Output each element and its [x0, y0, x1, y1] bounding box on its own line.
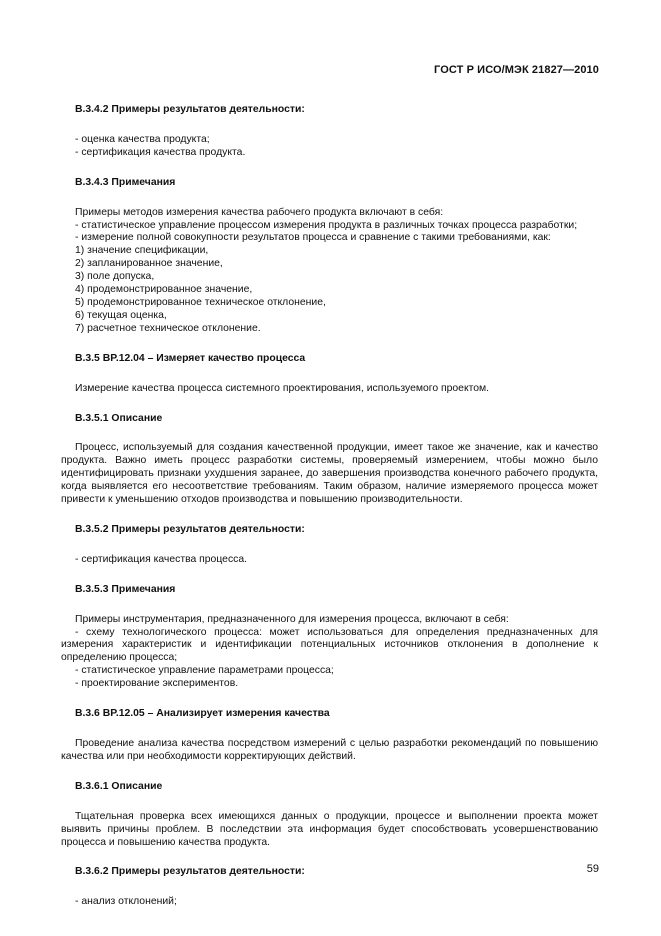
list-item: - статистическое управление процессом измерения продукта в различных точках процесса разработки;: [75, 219, 578, 231]
section-heading: B.3.6.1 Описание: [75, 780, 163, 792]
section-heading: B.3.6 BP.12.05 – Анализирует измерения качества: [75, 708, 330, 720]
list-item: - анализ отклонений;: [75, 896, 177, 908]
section-body: [61, 614, 598, 691]
section-body: [61, 207, 598, 336]
paragraph: Примеры методов измерения качества рабочего продукта включают в себя:: [75, 206, 444, 218]
list-item: - оценка качества продукта;: [75, 133, 210, 145]
section-heading: B.3.6.2 Примеры результатов деятельности:: [75, 866, 305, 878]
paragraph: Примеры инструментария, предназначенного для измерения процесса, включают в себя:: [75, 613, 509, 625]
list-item: 5) продемонстрированное техническое отклонение,: [75, 296, 326, 308]
page-content: [61, 104, 598, 926]
paragraph: Проведение анализа качества посредством измерений с целью разработки рекомендаций по повышению качества или при необходимости корректирующих действий.: [61, 738, 598, 762]
list-item: - сертификация качества процесса.: [75, 553, 248, 565]
list-item: 7) расчетное техническое отклонение.: [75, 322, 261, 334]
list-item: - измерение полной совокупности результатов процесса и сравнение с такими требованиями, как:: [75, 232, 551, 244]
section-body: [61, 134, 598, 160]
list-item: 6) текущая оценка,: [75, 309, 167, 321]
list-item: 1) значение спецификации,: [75, 245, 209, 257]
section-body: [61, 738, 598, 764]
list-item: - статистическое управление параметрами процесса;: [75, 665, 334, 677]
paragraph: Тщательная проверка всех имеющихся данных о продукции, процессе и выполнении проекта может выявить причины проблем. В последствии эта информация будет способствовать усовершенствованию процесса и повышению качества продукта.: [61, 810, 598, 848]
section-body: [61, 554, 598, 567]
list-item: - сертификация качества продукта.: [75, 146, 246, 158]
section-heading: B.3.5.3 Примечания: [75, 583, 176, 595]
document-code: ГОСТ Р ИСО/МЭК 21827—2010: [434, 64, 599, 76]
section-body: [61, 896, 598, 909]
section-heading: B.3.5 BP.12.04 – Измеряет качество процесса: [75, 352, 306, 364]
section-body: [61, 442, 598, 507]
list-item: 4) продемонстрированное значение,: [75, 284, 253, 296]
section-body: [61, 383, 598, 396]
section-heading: B.3.4.3 Примечания: [75, 176, 176, 188]
paragraph: Измерение качества процесса системного проектирования, используемого проектом.: [75, 382, 490, 394]
section-body: [61, 811, 598, 850]
list-item: 3) поле допуска,: [75, 271, 155, 283]
list-item: 2) запланированное значение,: [75, 258, 223, 270]
section-heading: B.3.5.1 Описание: [75, 412, 163, 424]
paragraph: Процесс, используемый для создания качественной продукции, имеет такое же значение, как и качество продукта. Важно иметь процесс разработки системы, проверяемый измерением, чтобы можно было идентифицировать признаки ухудшения заранее, до завершения производства конечного рабочего продукта, когда выявляется его несоответствие требованиям. Таким образом, наличие измеряемого процесса может привести к уменьшению отходов производства и повышению производительности.: [61, 442, 598, 506]
section-heading: B.3.4.2 Примеры результатов деятельности:: [75, 104, 305, 115]
section-heading: B.3.5.2 Примеры результатов деятельности:: [75, 523, 305, 535]
list-item: - проектирование экспериментов.: [75, 678, 239, 690]
page-number: 59: [586, 863, 599, 875]
list-item: - схему технологического процесса: может использоваться для определения предназначенных для измерения характеристик и идентификации потенциальных источников отклонения в дополнение к определению процесса;: [61, 626, 598, 664]
